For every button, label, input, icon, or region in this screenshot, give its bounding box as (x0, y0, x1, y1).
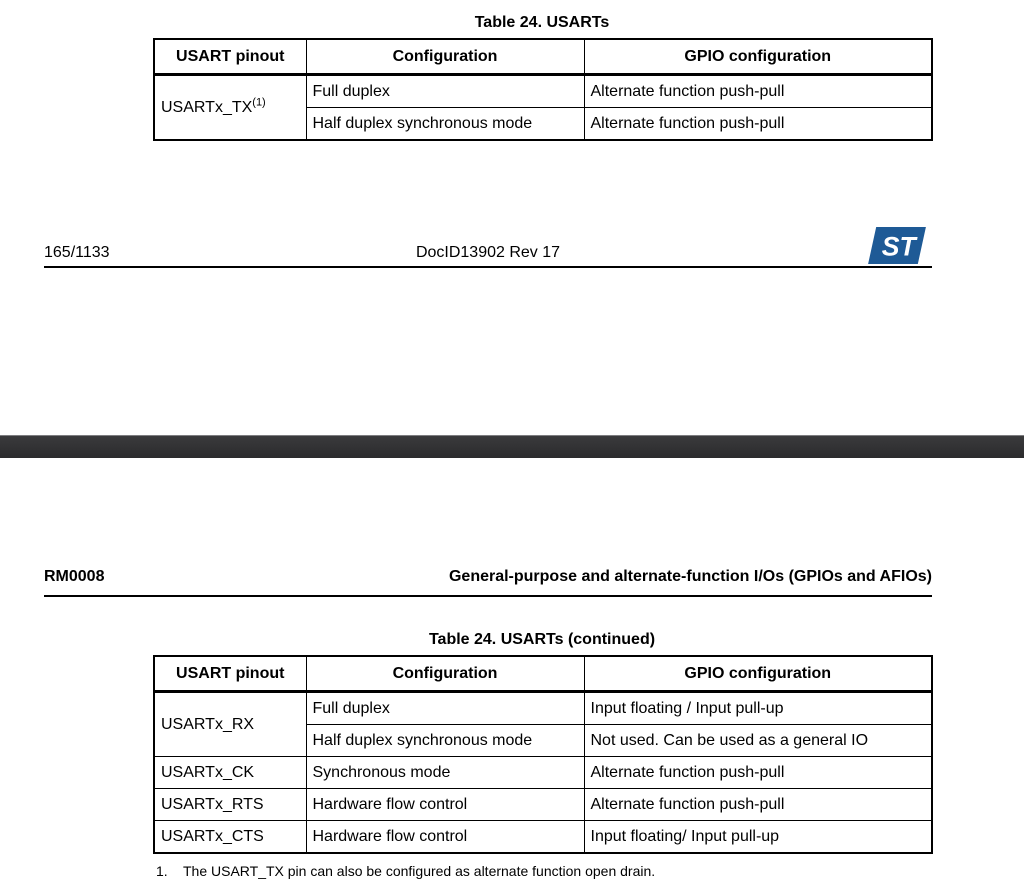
table2-cell-gpio: Alternate function push-pull (584, 789, 932, 821)
page2-table-block (153, 630, 931, 880)
table2-header-gpio-configuration: GPIO configuration (584, 656, 932, 692)
header-chapter-title: General-purpose and alternate-function I/Os (GPIOs and AFIOs) (448, 568, 932, 585)
pinout-text: USARTx_TX (161, 98, 253, 116)
table2-header-usart-pinout: USART pinout (154, 656, 306, 692)
usart-table-page1 (153, 38, 933, 141)
footnote-text: The USART_TX pin can also be configured as alternate function open drain. (183, 863, 656, 879)
table2-cell-gpio: Input floating / Input pull-up (584, 692, 932, 725)
table2-footnote (153, 862, 931, 880)
table1-header-configuration: Configuration (306, 39, 584, 75)
table-row (154, 757, 932, 789)
table1-cell-gpio: Alternate function push-pull (584, 75, 932, 108)
table1-cell-config: Full duplex (306, 75, 584, 108)
table2-cell-config: Synchronous mode (306, 757, 584, 789)
table2-cell-config: Half duplex synchronous mode (306, 725, 584, 757)
usart-table-page2 (153, 655, 933, 854)
footer-doc-id: DocID13902 Rev 17 (415, 244, 561, 261)
footnote-number: 1. (156, 863, 168, 879)
header-doc-ref: RM0008 (44, 568, 105, 585)
table-row (154, 789, 932, 821)
table-row (154, 821, 932, 854)
table1-header-gpio-configuration: GPIO configuration (584, 39, 932, 75)
table1-cell-config: Half duplex synchronous mode (306, 108, 584, 141)
table2-cell-config: Hardware flow control (306, 789, 584, 821)
table-row (154, 75, 932, 108)
table2-title: Table 24. USARTs (continued) (428, 631, 656, 648)
table2-cell-pinout-cts: USARTx_CTS (154, 821, 306, 854)
footnote-ref-superscript: (1) (252, 96, 266, 109)
footer-page-number: 165/1133 (44, 244, 110, 261)
table2-cell-config: Full duplex (306, 692, 584, 725)
table1-cell-pinout-tx (154, 75, 306, 141)
page1-table-block (153, 13, 931, 141)
st-logo-letters: ST (881, 231, 916, 262)
table2-cell-pinout-rts: USARTx_RTS (154, 789, 306, 821)
table1-cell-gpio: Alternate function push-pull (584, 108, 932, 141)
table2-cell-pinout-rx: USARTx_RX (154, 692, 306, 757)
table2-cell-pinout-ck: USARTx_CK (154, 757, 306, 789)
table2-header-configuration: Configuration (306, 656, 584, 692)
table2-cell-gpio: Alternate function push-pull (584, 757, 932, 789)
page2-header (44, 567, 932, 597)
table-row (154, 692, 932, 725)
page1-footer (44, 231, 932, 268)
table1-header-usart-pinout: USART pinout (154, 39, 306, 75)
table1-header-row (154, 39, 932, 75)
table2-cell-config: Hardware flow control (306, 821, 584, 854)
table2-cell-gpio: Not used. Can be used as a general IO (584, 725, 932, 757)
table1-title: Table 24. USARTs (474, 14, 610, 31)
table2-header-row (154, 656, 932, 692)
page-separator-band (0, 435, 1024, 458)
table2-cell-gpio: Input floating/ Input pull-up (584, 821, 932, 854)
st-logo-icon (868, 227, 926, 264)
